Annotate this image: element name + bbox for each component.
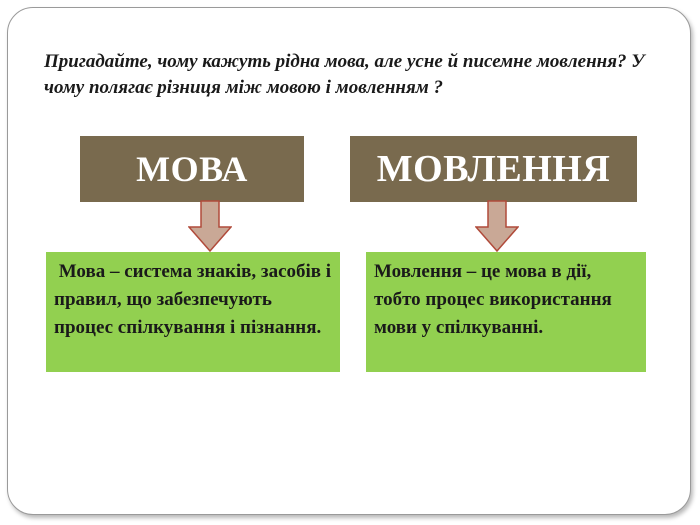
definition-text-mova: Мова – система знаків, засобів і правил, що забезпечують процес спілкування і пізнання. — [54, 261, 336, 338]
definition-text-movlennia: Мовлення – це мова в дії, тобто процес використання мови у спілкуванні. — [374, 261, 612, 338]
question-text: Пригадайте, чому кажуть рідна мова, але усне й писемне мовлення? У чому полягає різниця між мовою і мовленням ? — [44, 51, 645, 98]
down-arrow-icon — [188, 200, 232, 252]
term-box-mova — [80, 136, 304, 202]
down-arrow-icon — [475, 200, 519, 252]
definition-box-mova — [46, 252, 340, 372]
term-label-movlennia: МОВЛЕННЯ — [376, 148, 611, 190]
term-box-movlennia — [350, 136, 637, 202]
term-label-mova: МОВА — [136, 149, 248, 189]
definition-box-movlennia — [366, 252, 646, 372]
